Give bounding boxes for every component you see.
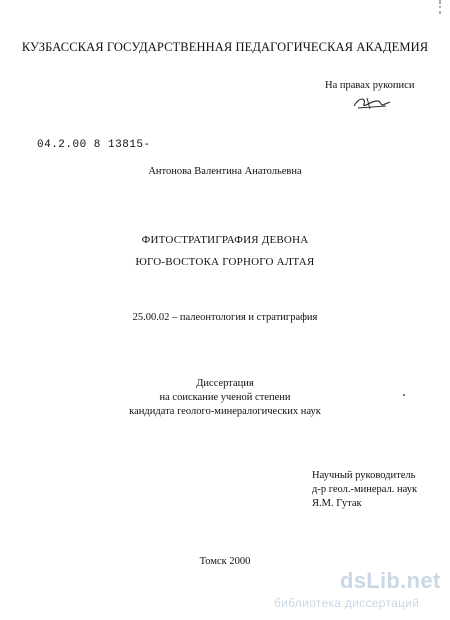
archive-stamp-number: 04.2.00 8 13815- bbox=[37, 139, 151, 151]
handwritten-signature bbox=[352, 94, 392, 112]
document-type-line-3: кандидата геолого-минералогических наук bbox=[129, 406, 321, 417]
supervisor-name: Я.М. Гутак bbox=[312, 498, 362, 509]
thesis-title-line-2: ЮГО-ВОСТОКА ГОРНОГО АЛТАЯ bbox=[135, 256, 315, 268]
institution-heading: КУЗБАССКАЯ ГОСУДАРСТВЕННАЯ ПЕДАГОГИЧЕСКАЯ АКАДЕМИЯ bbox=[21, 40, 429, 54]
watermark-logo: dsLib.net bbox=[340, 568, 441, 593]
supervisor-role: Научный руководитель bbox=[312, 470, 416, 481]
city-year: Томск 2000 bbox=[199, 556, 251, 567]
author-name: Антонова Валентина Анатольевна bbox=[148, 166, 302, 177]
watermark-caption: библиотека диссертаций bbox=[274, 596, 420, 610]
specialty-code: 25.00.02 – палеонтология и стратиграфия bbox=[132, 312, 318, 323]
scan-edge-mark bbox=[437, 0, 443, 18]
scan-speck bbox=[403, 394, 405, 396]
manuscript-rights-label: На правах рукописи bbox=[325, 80, 415, 91]
document-type-line-2: на соискание ученой степени bbox=[159, 392, 291, 403]
supervisor-degree: д-р геол.-минерал. наук bbox=[312, 484, 418, 495]
thesis-title-line-1: ФИТОСТРАТИГРАФИЯ ДЕВОНА bbox=[141, 234, 309, 246]
document-type-line-1: Диссертация bbox=[196, 378, 254, 389]
